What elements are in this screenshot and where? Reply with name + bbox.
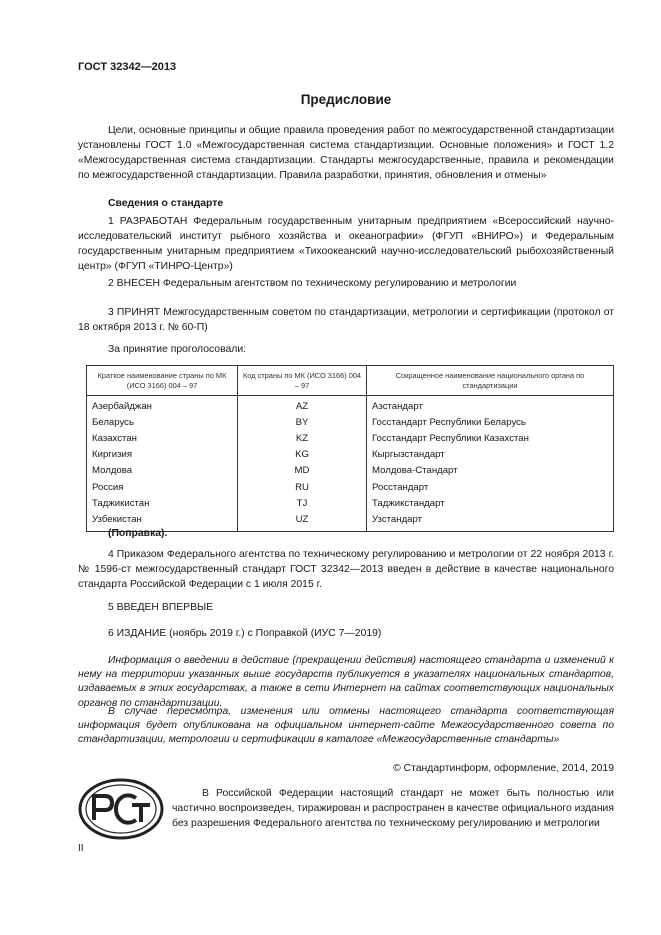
cell-country: Азербайджан <box>87 396 238 416</box>
cell-body: Таджикстандарт <box>367 496 614 512</box>
cell-body: Молдова-Стандарт <box>367 463 614 479</box>
cell-code: BY <box>238 415 367 431</box>
intro-paragraph: Цели, основные принципы и общие правила проведения работ по межгосударственной стандартизации установлены ГОСТ 1.0 «Межгосударственная система стандартизации. Основные положения» и ГОСТ 1.2 «Межгосударственная система стандартизации. Стандарты межгосударственные, правила и рекомендации по межгосударственной стандартизации. Правила разработки, принятия, обновления и отмены» <box>78 125 614 182</box>
cell-country: Узбекистан <box>87 512 238 532</box>
document-code-header: ГОСТ 32342—2013 <box>78 61 177 73</box>
cell-body: Узстандарт <box>367 512 614 532</box>
cell-code: MD <box>238 463 367 479</box>
cell-code: AZ <box>238 396 367 416</box>
cell-country: Беларусь <box>87 415 238 431</box>
cell-body: Росстандарт <box>367 479 614 495</box>
amendment-mark: (Поправка). <box>108 528 168 539</box>
table-row <box>87 396 614 416</box>
cell-country: Киргизия <box>87 447 238 463</box>
page-number: II <box>78 843 84 854</box>
cell-body: Азстандарт <box>367 396 614 416</box>
item-order: 4 Приказом Федерального агентства по техническому регулированию и метрологии от 22 ноября 2013 г. № 1596-ст межгосударственный стандарт ГОСТ 32342—2013 введен в действие в качестве национального стандарта Российской Федерации с 1 июля 2015 г. <box>78 549 614 591</box>
cell-country: Казахстан <box>87 431 238 447</box>
cell-body: Кыргызстандарт <box>367 447 614 463</box>
column-header-code: Код страны по МК (ИСО 3166) 004 – 97 <box>238 366 367 396</box>
cell-code: KG <box>238 447 367 463</box>
table-row <box>87 463 614 479</box>
page-title: Предисловие <box>300 92 392 107</box>
cell-country: Россия <box>87 479 238 495</box>
column-header-country: Краткое наименование страны по МК (ИСО 3166) 004 – 97 <box>87 366 238 396</box>
item-adopted: 3 ПРИНЯТ Межгосударственным советом по стандартизации, метрологии и сертификации (протокол от 18 октября 2013 г. № 60-П) <box>78 307 614 334</box>
cell-country: Молдова <box>87 463 238 479</box>
item-developed: 1 РАЗРАБОТАН Федеральным государственным унитарным предприятием «Всероссийский научно-исследовательский институт рыбного хозяйства и океанографии» (ФГУП «ВНИРО») и Федеральным государственным унитарным предприятием «Тихоокеанский научно-исследовательский рыбохозяйственный центр» (ФГУП «ТИНРО-Центр») <box>78 216 614 273</box>
rights-paragraph: В Российской Федерации настоящий стандарт не может быть полностью или частично воспроизведен, тиражирован и распространен в качестве официального издания без разрешения Федерального агентства по техническому регулированию и метрологии <box>172 788 614 829</box>
cell-body: Госстандарт Республики Беларусь <box>367 415 614 431</box>
table-row <box>87 415 614 431</box>
rst-logo-icon <box>78 778 164 840</box>
voting-countries-table <box>86 365 614 532</box>
cell-code: UZ <box>238 512 367 532</box>
item-edition: 6 ИЗДАНИЕ (ноябрь 2019 г.) с Поправкой (ИУС 7—2019) <box>108 628 382 639</box>
item-introduced: 2 ВНЕСЕН Федеральным агентством по техническому регулированию и метрологии <box>108 278 517 289</box>
table-row <box>87 431 614 447</box>
cell-code: RU <box>238 479 367 495</box>
voted-label: За принятие проголосовали: <box>108 344 247 355</box>
cell-code: KZ <box>238 431 367 447</box>
table-row <box>87 479 614 495</box>
column-header-body: Сокращенное наименование национального органа по стандартизации <box>367 366 614 396</box>
table-row <box>87 447 614 463</box>
copyright-line: © Стандартинформ, оформление, 2014, 2019 <box>393 763 614 774</box>
cell-body: Госстандарт Республики Казахстан <box>367 431 614 447</box>
section-heading: Сведения о стандарте <box>108 198 224 209</box>
cell-country: Таджикистан <box>87 496 238 512</box>
table-header-row <box>87 366 614 396</box>
note-paragraph: Информация о введении в действие (прекращении действия) настоящего стандарта и изменений к нему на территории указанных выше государств публикуется в указателях национальных стандартов, издаваемых в этих государствах, а также в сети Интернет на сайтах соответствующих национальных органов по стандартизации. <box>78 655 614 709</box>
cell-code: TJ <box>238 496 367 512</box>
item-first: 5 ВВЕДЕН ВПЕРВЫЕ <box>108 602 214 613</box>
table-row <box>87 496 614 512</box>
note-paragraph: В случае пересмотра, изменения или отмены настоящего стандарта соответствующая информация будет опубликована на официальном интернет-сайте Межгосударственного совета по стандартизации, метрологии и сертификации в каталоге «Межгосударственные стандарты» <box>78 706 614 746</box>
